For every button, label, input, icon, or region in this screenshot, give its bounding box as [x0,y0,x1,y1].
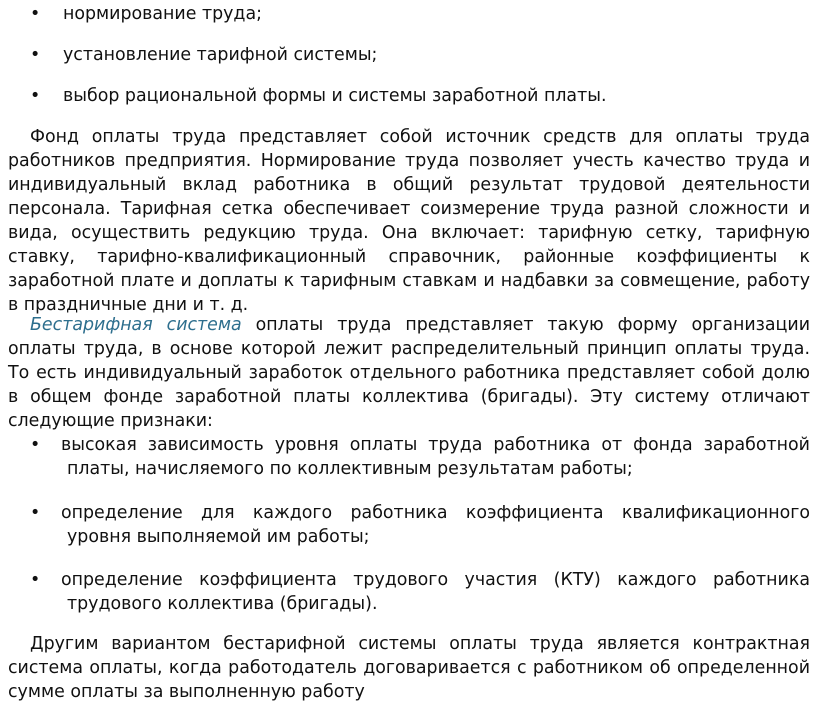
list-item [0,568,810,616]
paragraph-wage-fund: Фонд оплаты труда представляет собой источник средств для оплаты труда работников предприятия. Нормирование труда позволяет учесть качество труда и индивидуальный вклад работника в общий результат трудовой деятельности персонала. Тарифная сетка обеспечивает соизмерение труда разной сложности и вида, осуществить редукцию труда. Она включает: тарифную сетку, тарифную ставку, тарифно-квалификационный справочник, районные коэффициенты к заработной плате и доплаты к тарифным ставкам и надбавки за совмещение, работу в праздничные дни и т. д. [8,127,810,315]
list-item-text: определение коэффициента трудового участия (КТУ) каждого работника трудового коллектива (бригады). [61,570,810,614]
bullet-dot-icon: • [30,570,41,590]
term-nontariff-system: Бестарифная система [30,315,242,335]
list-item [0,84,810,108]
list-item-text: нормирование труда; [63,4,262,24]
bullet-dot-icon: • [30,435,41,455]
bullet-dot-icon: • [30,86,41,106]
list-item [0,2,810,26]
bullet-dot-icon: • [30,45,41,65]
list-item-text: установление тарифной системы; [63,45,378,65]
list-item [0,433,810,481]
paragraph-nontariff-text: оплаты труда представляет такую форму организации оплаты труда, в основе которой лежит распределительный принцип оплаты труда. То есть индивидуальный заработок отдельного работника представляет собой долю в общем фонде заработной платы коллектива (бригады). Эту систему отличают следующие признаки: [8,315,810,431]
bullet-dot-icon: • [30,503,41,523]
list-item-text: определение для каждого работника коэффициента квалификационного уровня выполняемой им работы; [61,503,810,547]
bullet-dot-icon: • [30,4,41,24]
list-item-text: выбор рациональной формы и системы заработной платы. [63,86,607,106]
list-item [0,43,810,67]
paragraph-contract-system: Другим вариантом бестарифной системы оплаты труда является контрактная система оплаты, когда работодатель договаривается с работником об определенной сумме оплаты за выполненную работу [8,634,810,702]
list-item-text: высокая зависимость уровня оплаты труда работника от фонда заработной платы, начисляемого по коллективным результатам работы; [61,435,810,479]
list-item [0,501,810,549]
paragraph-nontariff-system [8,313,810,433]
